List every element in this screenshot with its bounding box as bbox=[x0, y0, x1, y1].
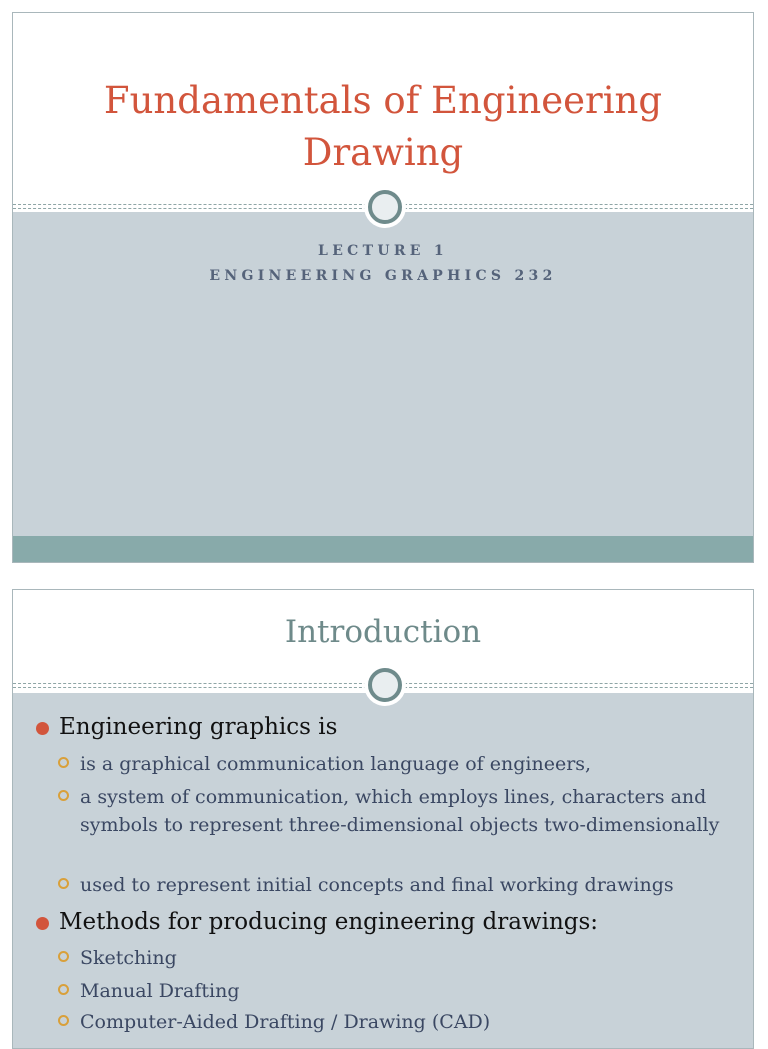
circle-ornament-icon bbox=[368, 190, 402, 224]
bullet-dot-icon bbox=[36, 722, 49, 735]
sub-bullet-item: is a graphical communication language of engineers, bbox=[80, 750, 720, 778]
sub-bullet-ring-icon bbox=[58, 790, 69, 801]
bullet-item: Methods for producing engineering drawings: bbox=[59, 907, 598, 937]
slide-title bbox=[12, 12, 754, 563]
slide-title: Introduction bbox=[284, 614, 482, 650]
subtitle-course: ENGINEERING GRAPHICS 232 bbox=[209, 268, 557, 284]
footer-band bbox=[13, 536, 753, 562]
sub-bullet-item: a system of communication, which employs lines, characters and symbols to represent three-dimensional objects two-dimensionally bbox=[80, 783, 720, 839]
slide-introduction bbox=[12, 589, 754, 1049]
subtitle-lecture: LECTURE 1 bbox=[318, 243, 448, 259]
subtitle-panel bbox=[13, 212, 753, 562]
sub-bullet-ring-icon bbox=[58, 951, 69, 962]
sub-bullet-ring-icon bbox=[58, 984, 69, 995]
sub-bullet-ring-icon bbox=[58, 1015, 69, 1026]
sub-bullet-ring-icon bbox=[58, 878, 69, 889]
sub-bullet-ring-icon bbox=[58, 757, 69, 768]
sub-bullet-item: Manual Drafting bbox=[80, 977, 720, 1005]
sub-bullet-item: used to represent initial concepts and final working drawings bbox=[80, 871, 720, 899]
main-title: Fundamentals of Engineering Drawing bbox=[103, 79, 663, 174]
sub-bullet-item: Computer-Aided Drafting / Drawing (CAD) bbox=[80, 1008, 720, 1036]
bullet-item: Engineering graphics is bbox=[59, 712, 337, 742]
bullet-dot-icon bbox=[36, 917, 49, 930]
circle-ornament-icon bbox=[368, 668, 402, 702]
title-area bbox=[13, 13, 753, 206]
sub-bullet-item: Sketching bbox=[80, 944, 720, 972]
